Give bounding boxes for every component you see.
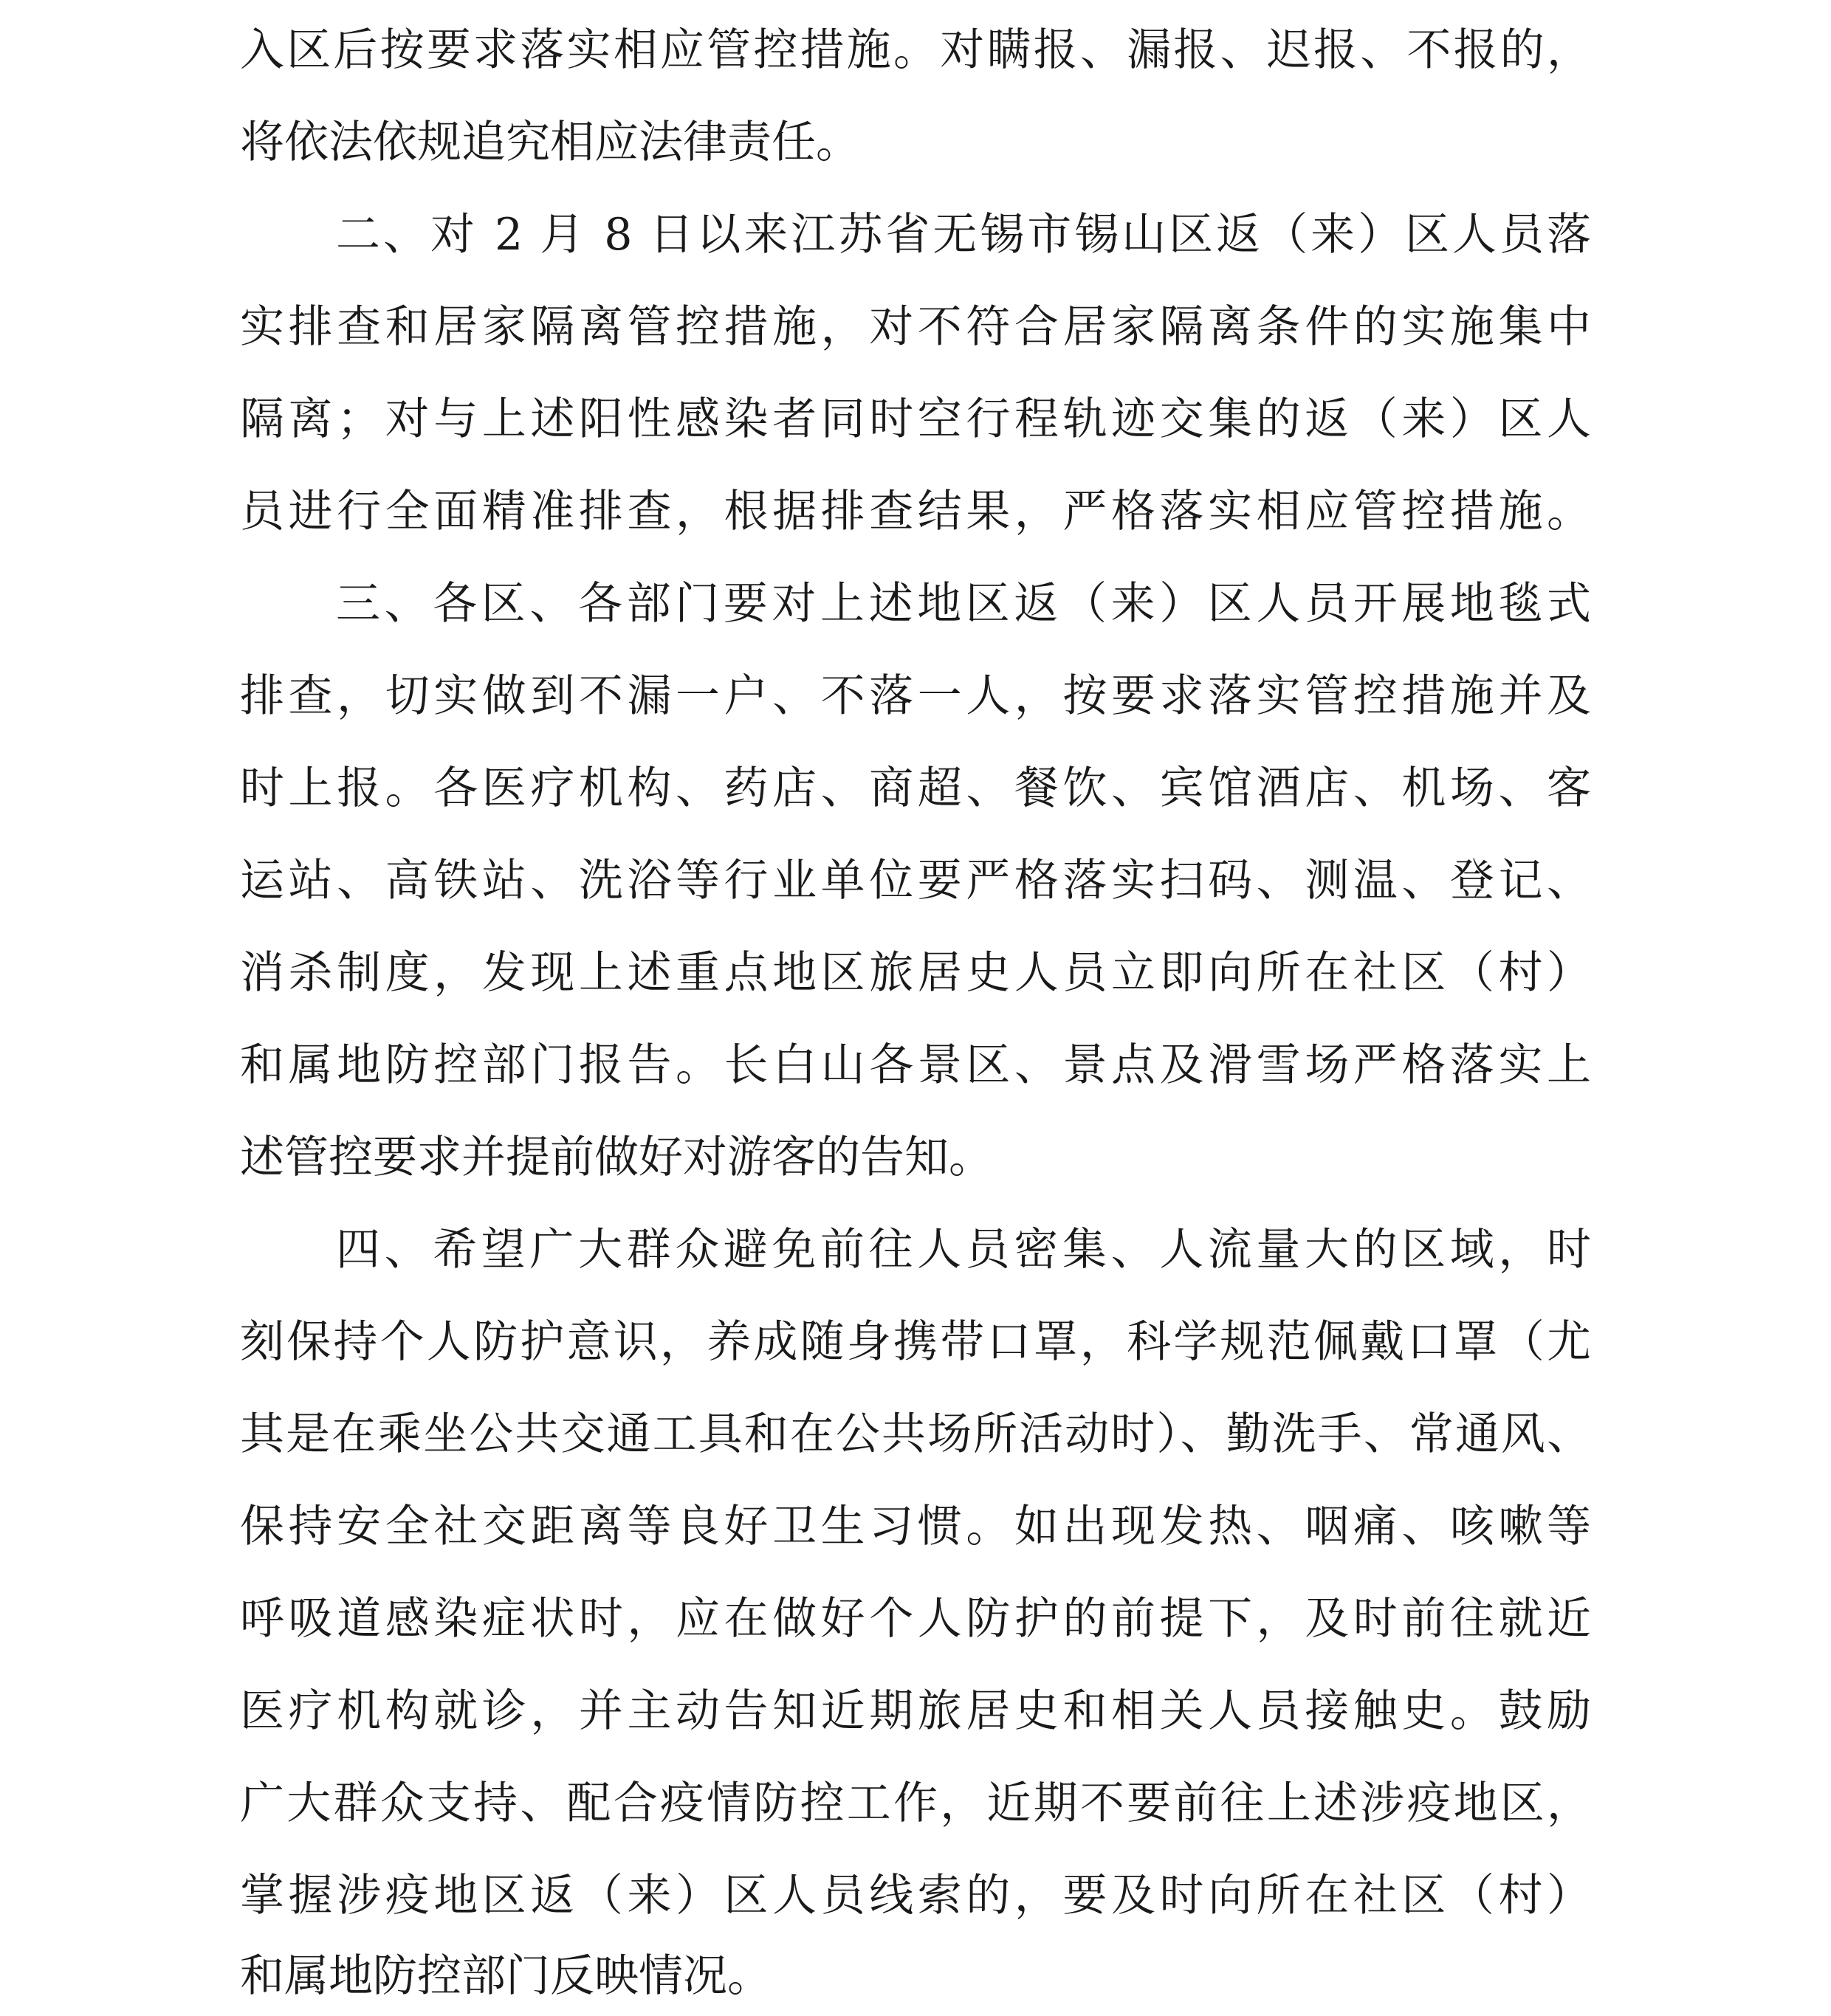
text-line: 隔离；对与上述阳性感染者同时空行程轨迹交集的返（来）区人 (240, 393, 1591, 445)
text-line: 呼吸道感染症状时，应在做好个人防护的前提下，及时前往就近 (240, 1593, 1591, 1645)
text-line: 消杀制度，发现上述重点地区旅居史人员立即向所在社区（村） (240, 947, 1591, 999)
text-line: 排查，切实做到不漏一户、不落一人，按要求落实管控措施并及 (240, 670, 1591, 722)
paragraph-3-start: 三、各区、各部门要对上述地区返（来）区人员开展地毯式 (336, 578, 1591, 630)
text-line: 和属地防控部门报告。长白山各景区、景点及滑雪场严格落实上 (240, 1039, 1591, 1091)
text-line: 入区后按要求落实相应管控措施。对瞒报、漏报、迟报、不报的， (240, 24, 1591, 76)
text-line: 广大群众支持、配合疫情防控工作，近期不要前往上述涉疫地区， (240, 1778, 1591, 1829)
text-line: 其是在乘坐公共交通工具和在公共场所活动时）、勤洗手、常通风、 (240, 1408, 1591, 1460)
text-line: 实排查和居家隔离管控措施，对不符合居家隔离条件的实施集中 (240, 301, 1591, 353)
text-line: 刻保持个人防护意识，养成随身携带口罩，科学规范佩戴口罩（尤 (240, 1316, 1591, 1368)
paragraph-2-start: 二、对 2 月 8 日以来江苏省无锡市锡山区返（来）区人员落 (336, 209, 1591, 261)
text-line: 述管控要求并提前做好对游客的告知。 (240, 1132, 993, 1183)
text-line: 运站、高铁站、洗浴等行业单位要严格落实扫码、测温、登记、 (240, 855, 1591, 906)
text-line: 将依法依规追究相应法律责任。 (240, 117, 860, 168)
text-line: 医疗机构就诊，并主动告知近期旅居史和相关人员接触史。鼓励 (240, 1685, 1591, 1737)
text-line: 和属地防控部门反映情况。 (240, 1950, 772, 2002)
text-line: 保持安全社交距离等良好卫生习惯。如出现发热、咽痛、咳嗽等 (240, 1501, 1591, 1552)
paragraph-4-start: 四、希望广大群众避免前往人员密集、人流量大的区域，时 (336, 1224, 1591, 1276)
text-line: 员进行全面精准排查，根据排查结果，严格落实相应管控措施。 (240, 486, 1591, 537)
text-line: 时上报。各医疗机构、药店、商超、餐饮、宾馆酒店、机场、客 (240, 763, 1591, 814)
text-line: 掌握涉疫地区返（来）区人员线索的，要及时向所在社区（村） (240, 1870, 1591, 1922)
